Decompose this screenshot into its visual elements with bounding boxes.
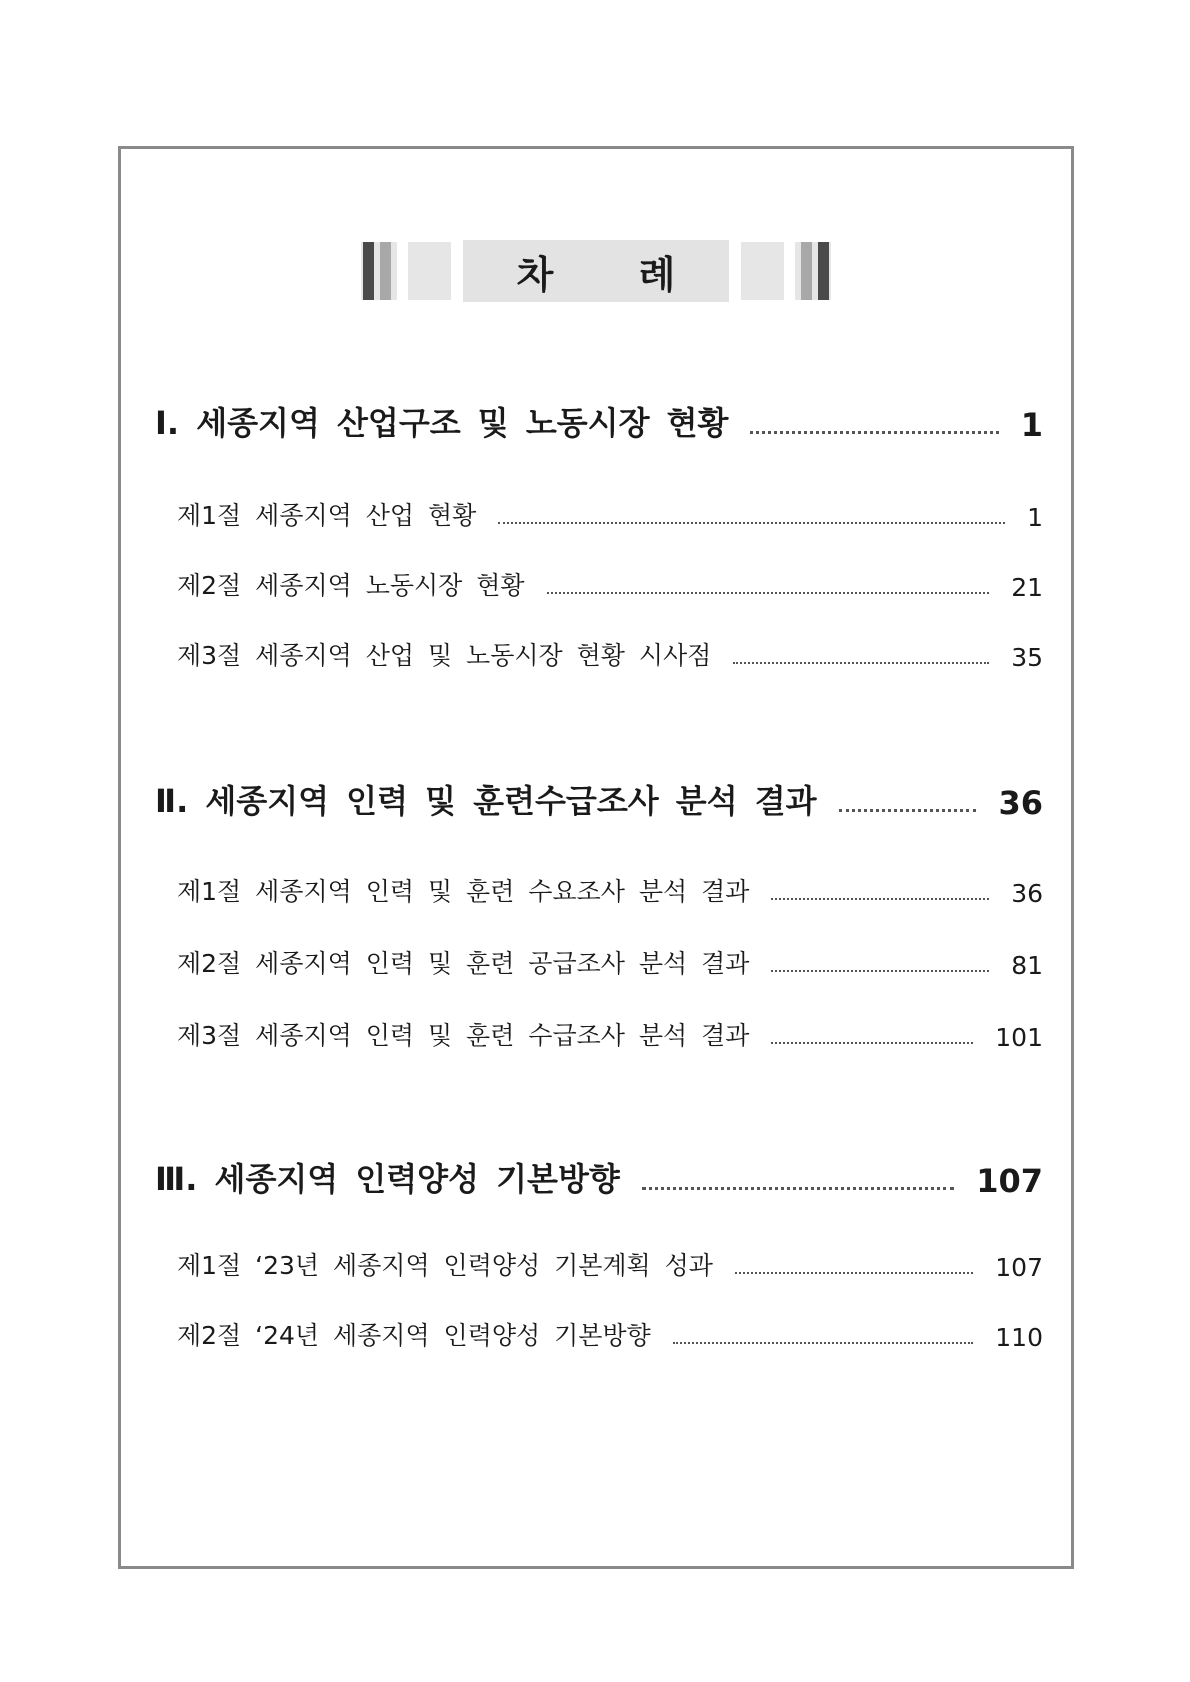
toc-section-3-2[interactable] <box>155 1316 1043 1352</box>
page-number: 36 <box>998 784 1043 822</box>
toc-section-3-1[interactable] <box>155 1246 1043 1282</box>
toc-section-1-1[interactable] <box>155 496 1043 532</box>
dot-leader <box>735 1272 973 1274</box>
page-number: 107 <box>995 1253 1043 1282</box>
page-number: 1 <box>1020 406 1043 444</box>
section-title: 제1절 세종지역 인력 및 훈련 수요조사 분석 결과 <box>177 877 750 906</box>
page-frame <box>118 146 1074 1569</box>
section-title: 제1절 ‘23년 세종지역 인력양성 기본계획 성과 <box>177 1251 713 1280</box>
page-number: 107 <box>976 1162 1043 1200</box>
toc-chapter-1[interactable] <box>155 400 1043 444</box>
toc-chapter-2[interactable] <box>155 778 1043 822</box>
page-number: 21 <box>1011 573 1043 602</box>
page-number: 110 <box>995 1323 1043 1352</box>
section-title: 제3절 세종지역 산업 및 노동시장 현황 시사점 <box>177 641 712 670</box>
section-title: 제1절 세종지역 산업 현황 <box>177 501 477 530</box>
section-title: 제2절 ‘24년 세종지역 인력양성 기본방향 <box>177 1321 651 1350</box>
toc-section-1-3[interactable] <box>155 636 1043 672</box>
dot-leader <box>733 662 989 664</box>
page-number: 81 <box>1011 951 1043 980</box>
dot-leader <box>750 431 998 434</box>
toc-chapter-3[interactable] <box>155 1156 1043 1200</box>
page-number: 101 <box>995 1023 1043 1052</box>
dot-leader <box>498 522 1005 524</box>
dot-leader <box>771 898 989 900</box>
toc-section-2-1[interactable] <box>155 872 1043 908</box>
dot-leader <box>771 970 989 972</box>
chapter-title: Ⅱ. 세종지역 인력 및 훈련수급조사 분석 결과 <box>155 782 817 820</box>
dot-leader <box>771 1042 973 1044</box>
page-number: 35 <box>1011 643 1043 672</box>
toc-title: 차 례 <box>463 240 729 302</box>
title-decoration-right <box>741 242 831 300</box>
page-number: 1 <box>1027 503 1043 532</box>
toc-section-1-2[interactable] <box>155 566 1043 602</box>
page-number: 36 <box>1011 879 1043 908</box>
toc-section-2-3[interactable] <box>155 1016 1043 1052</box>
chapter-title: Ⅲ. 세종지역 인력양성 기본방향 <box>155 1160 620 1198</box>
dot-leader <box>673 1342 974 1344</box>
dot-leader <box>839 809 977 812</box>
section-title: 제2절 세종지역 인력 및 훈련 공급조사 분석 결과 <box>177 949 750 978</box>
section-title: 제3절 세종지역 인력 및 훈련 수급조사 분석 결과 <box>177 1021 750 1050</box>
dot-leader <box>547 592 990 594</box>
toc-section-2-2[interactable] <box>155 944 1043 980</box>
title-decoration-left <box>361 242 451 300</box>
chapter-title: Ⅰ. 세종지역 산업구조 및 노동시장 현황 <box>155 404 729 442</box>
dot-leader <box>642 1187 954 1190</box>
toc-title-banner <box>361 240 831 304</box>
section-title: 제2절 세종지역 노동시장 현황 <box>177 571 525 600</box>
